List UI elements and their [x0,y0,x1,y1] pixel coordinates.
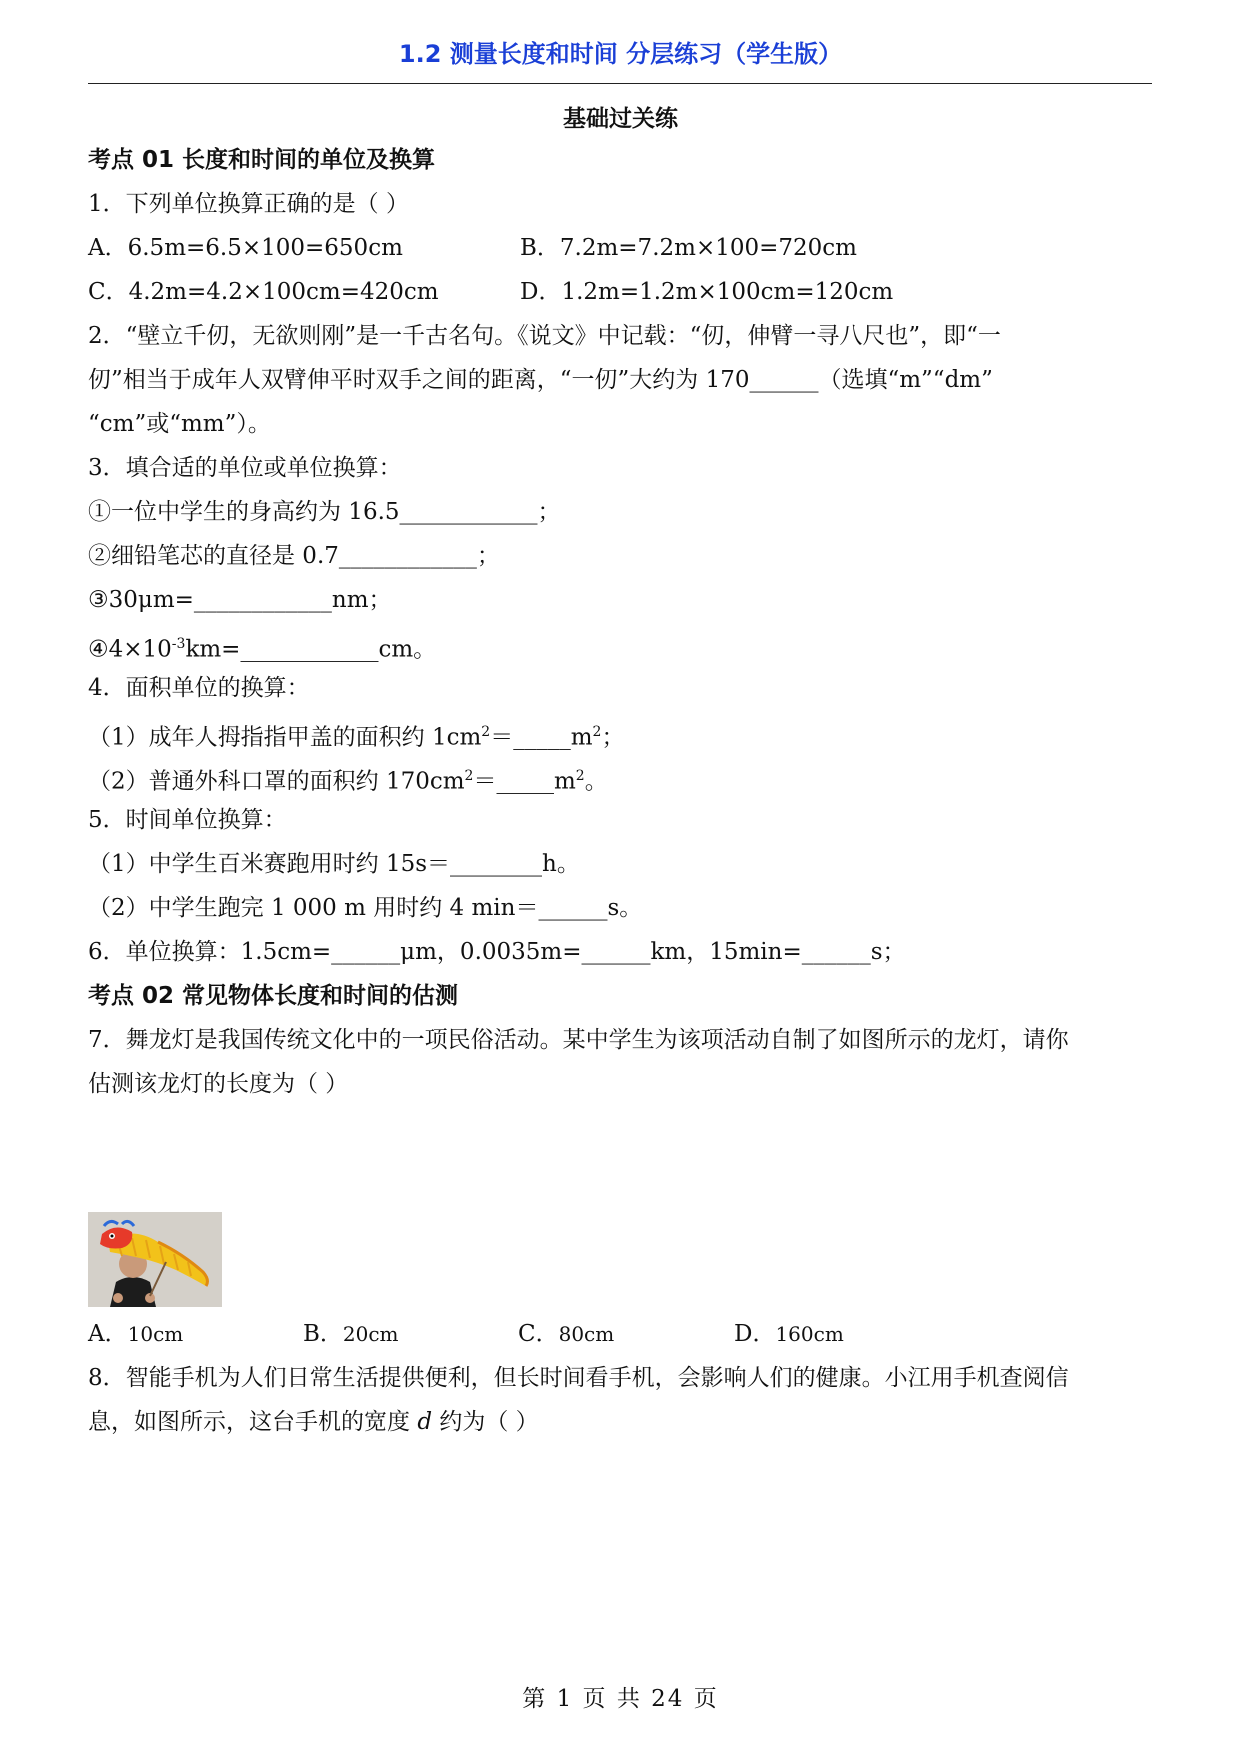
question-7-line-1: 7．舞龙灯是我国传统文化中的一项民俗活动。某中学生为该项活动自制了如图所示的龙灯，请你 [88,1027,1069,1053]
q4-p2-text-a: （2）普通外科口罩的面积约 170cm [88,768,465,795]
topic-heading-01: 考点 01 长度和时间的单位及换算 [88,147,436,173]
question-5-part-1: （1）中学生百米赛跑用时约 15s＝________h。 [88,851,580,877]
q4-p2-text-c: 。 [584,768,608,795]
question-3-item-2: ②细铅笔芯的直径是 0.7____________； [88,543,500,569]
question-1-option-d: D．1.2m=1.2m×100cm=120cm [520,279,894,305]
question-8-line-1: 8．智能手机为人们日常生活提供便利，但长时间看手机，会影响人们的健康。小江用手机查阅信 [88,1365,1069,1391]
question-2-line-1: 2．“壁立千仞，无欲则刚”是一千古名句。《说文》中记载：“仞，伸臂一寻八尺也”，即“一 [88,323,1001,349]
q7-a-letter: A． [88,1321,128,1347]
question-7-option-d [734,1318,844,1350]
question-6-stem: 6．单位换算：1.5cm=______μm，0.0035m=______km，15min=______s； [88,939,906,965]
question-3-item-3: ③30μm=____________nm； [88,587,392,613]
q7-c-letter: C． [518,1321,559,1347]
q3-item4-text-a: ④4×10 [88,636,172,663]
q7-b-value: 20cm [342,1322,399,1346]
question-3-stem: 3．填合适的单位或单位换算： [88,455,402,481]
dragon-lantern-illustration [88,1212,222,1307]
q3-item4-text-b: km=____________cm。 [185,636,437,663]
question-3-item-4 [88,628,1152,666]
q4-p1-text-b: ＝_____m [490,724,593,751]
q4-p1-sup-2: 2 [592,724,602,740]
question-4-part-2 [88,760,1152,798]
question-8-line-2 [88,1406,1152,1438]
question-1-option-b: B．7.2m=7.2m×100=720cm [520,235,857,261]
question-7-option-a [88,1318,183,1350]
question-5-stem: 5．时间单位换算： [88,807,287,833]
question-3-item-1: ①一位中学生的身高约为 16.5____________； [88,499,561,525]
q7-d-value: 160cm [775,1322,844,1346]
q7-b-letter: B． [303,1321,343,1347]
question-4-stem: 4．面积单位的换算： [88,675,310,701]
dragon-lantern-photo [88,1212,222,1307]
question-5-part-2: （2）中学生跑完 1 000 m 用时约 4 min＝______s。 [88,895,643,921]
question-1-stem: 1．下列单位换算正确的是（ ） [88,191,409,217]
q3-item4-exponent: -3 [171,636,186,652]
q4-p1-text-c: ； [601,724,625,751]
q8-variable-d: d [417,1409,433,1435]
q4-p2-sup-2: 2 [575,768,585,784]
question-7-option-b [303,1318,399,1350]
question-1-option-c: C．4.2m=4.2×100cm=420cm [88,279,439,305]
question-4-part-1 [88,716,1152,754]
q8-line2-text-b: 约为（ ） [432,1409,539,1435]
document-title: 1.2 测量长度和时间 分层练习（学生版） [398,40,843,68]
page-number: 第 1 页 共 24 页 [522,1686,719,1712]
q4-p2-sup-1: 2 [464,768,474,784]
header-divider [88,83,1152,84]
q7-d-letter: D． [734,1321,776,1347]
question-2-line-2: 仞”相当于成年人双臂伸平时双手之间的距离，“一仞”大约为 170______（选填“m”“dm” [88,367,993,393]
q8-line2-text-a: 息，如图所示，这台手机的宽度 [88,1409,418,1435]
question-2-line-3: “cm”或“mm”）。 [88,411,271,437]
q4-p1-sup-1: 2 [481,724,491,740]
q4-p2-text-b: ＝_____m [473,768,576,795]
question-1-option-a: A．6.5m=6.5×100=650cm [88,235,403,261]
section-title: 基础过关练 [563,106,678,132]
question-7-line-2: 估测该龙灯的长度为（ ） [88,1071,349,1097]
question-7-option-c [518,1318,614,1350]
q7-c-value: 80cm [558,1322,615,1346]
topic-heading-02: 考点 02 常见物体长度和时间的估测 [88,983,459,1009]
q4-p1-text-a: （1）成年人拇指指甲盖的面积约 1cm [88,724,482,751]
q7-a-value: 10cm [127,1322,184,1346]
